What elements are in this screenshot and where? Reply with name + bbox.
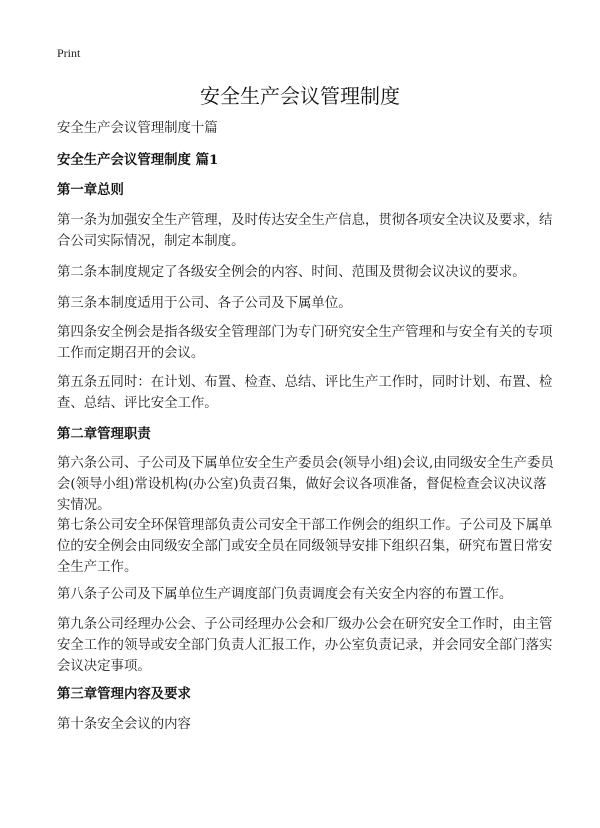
print-label: Print	[57, 46, 81, 60]
article-2: 第二条本制度规定了各级安全例会的内容、时间、范围及贯彻会议决议的要求。	[57, 265, 526, 280]
article-5: 第五条五同时：在计划、布置、检查、总结、评比生产工作时，同时计划、布置、检查、总结、评比安全工作。	[57, 375, 553, 411]
chapter-3-heading: 第三章管理内容及要求	[57, 686, 191, 702]
article-3: 第三条本制度适用于公司、各子公司及下属单位。	[57, 296, 352, 311]
chapter-1-heading: 第一章总则	[57, 182, 124, 198]
article-4: 第四条安全例会是指各级安全管理部门为专门研究安全生产管理和与安全有关的专项工作而定期召开的会议。	[57, 325, 553, 361]
article-6: 第六条公司、子公司及下属单位安全生产委员会(领导小组)会议,由同级安全生产委员会(领导小组)常设机构(办公室)负责召集，做好会议各项准备，督促检查会议决议落实情况。	[57, 456, 554, 513]
document-title: 安全生产会议管理制度	[200, 84, 400, 108]
document-subtitle: 安全生产会议管理制度十篇	[57, 121, 218, 136]
article-10: 第十条安全会议的内容	[57, 717, 191, 732]
article-9: 第九条公司经理办公会、子公司经理办公会和厂级办公会在研究安全工作时，由主管安全工作的领导或安全部门负责人汇报工作，办公室负责记录，并会同安全部门落实会议决定事项。	[57, 617, 553, 674]
chapter-2-heading: 第二章管理职责	[57, 426, 151, 442]
article-8: 第八条子公司及下属单位生产调度部门负责调度会有关安全内容的布置工作。	[57, 587, 513, 602]
part-heading: 安全生产会议管理制度 篇1	[57, 152, 219, 168]
article-7: 第七条公司安全环保管理部负责公司安全干部工作例会的组织工作。子公司及下属单位的安全例会由同级安全部门或安全员在同级领导安排下组织召集，研究布置日常安全生产工作。	[57, 518, 553, 575]
article-1: 第一条为加强安全生产管理，及时传达安全生产信息，贯彻各项安全决议及要求，结合公司实际情况，制定本制度。	[57, 213, 553, 249]
